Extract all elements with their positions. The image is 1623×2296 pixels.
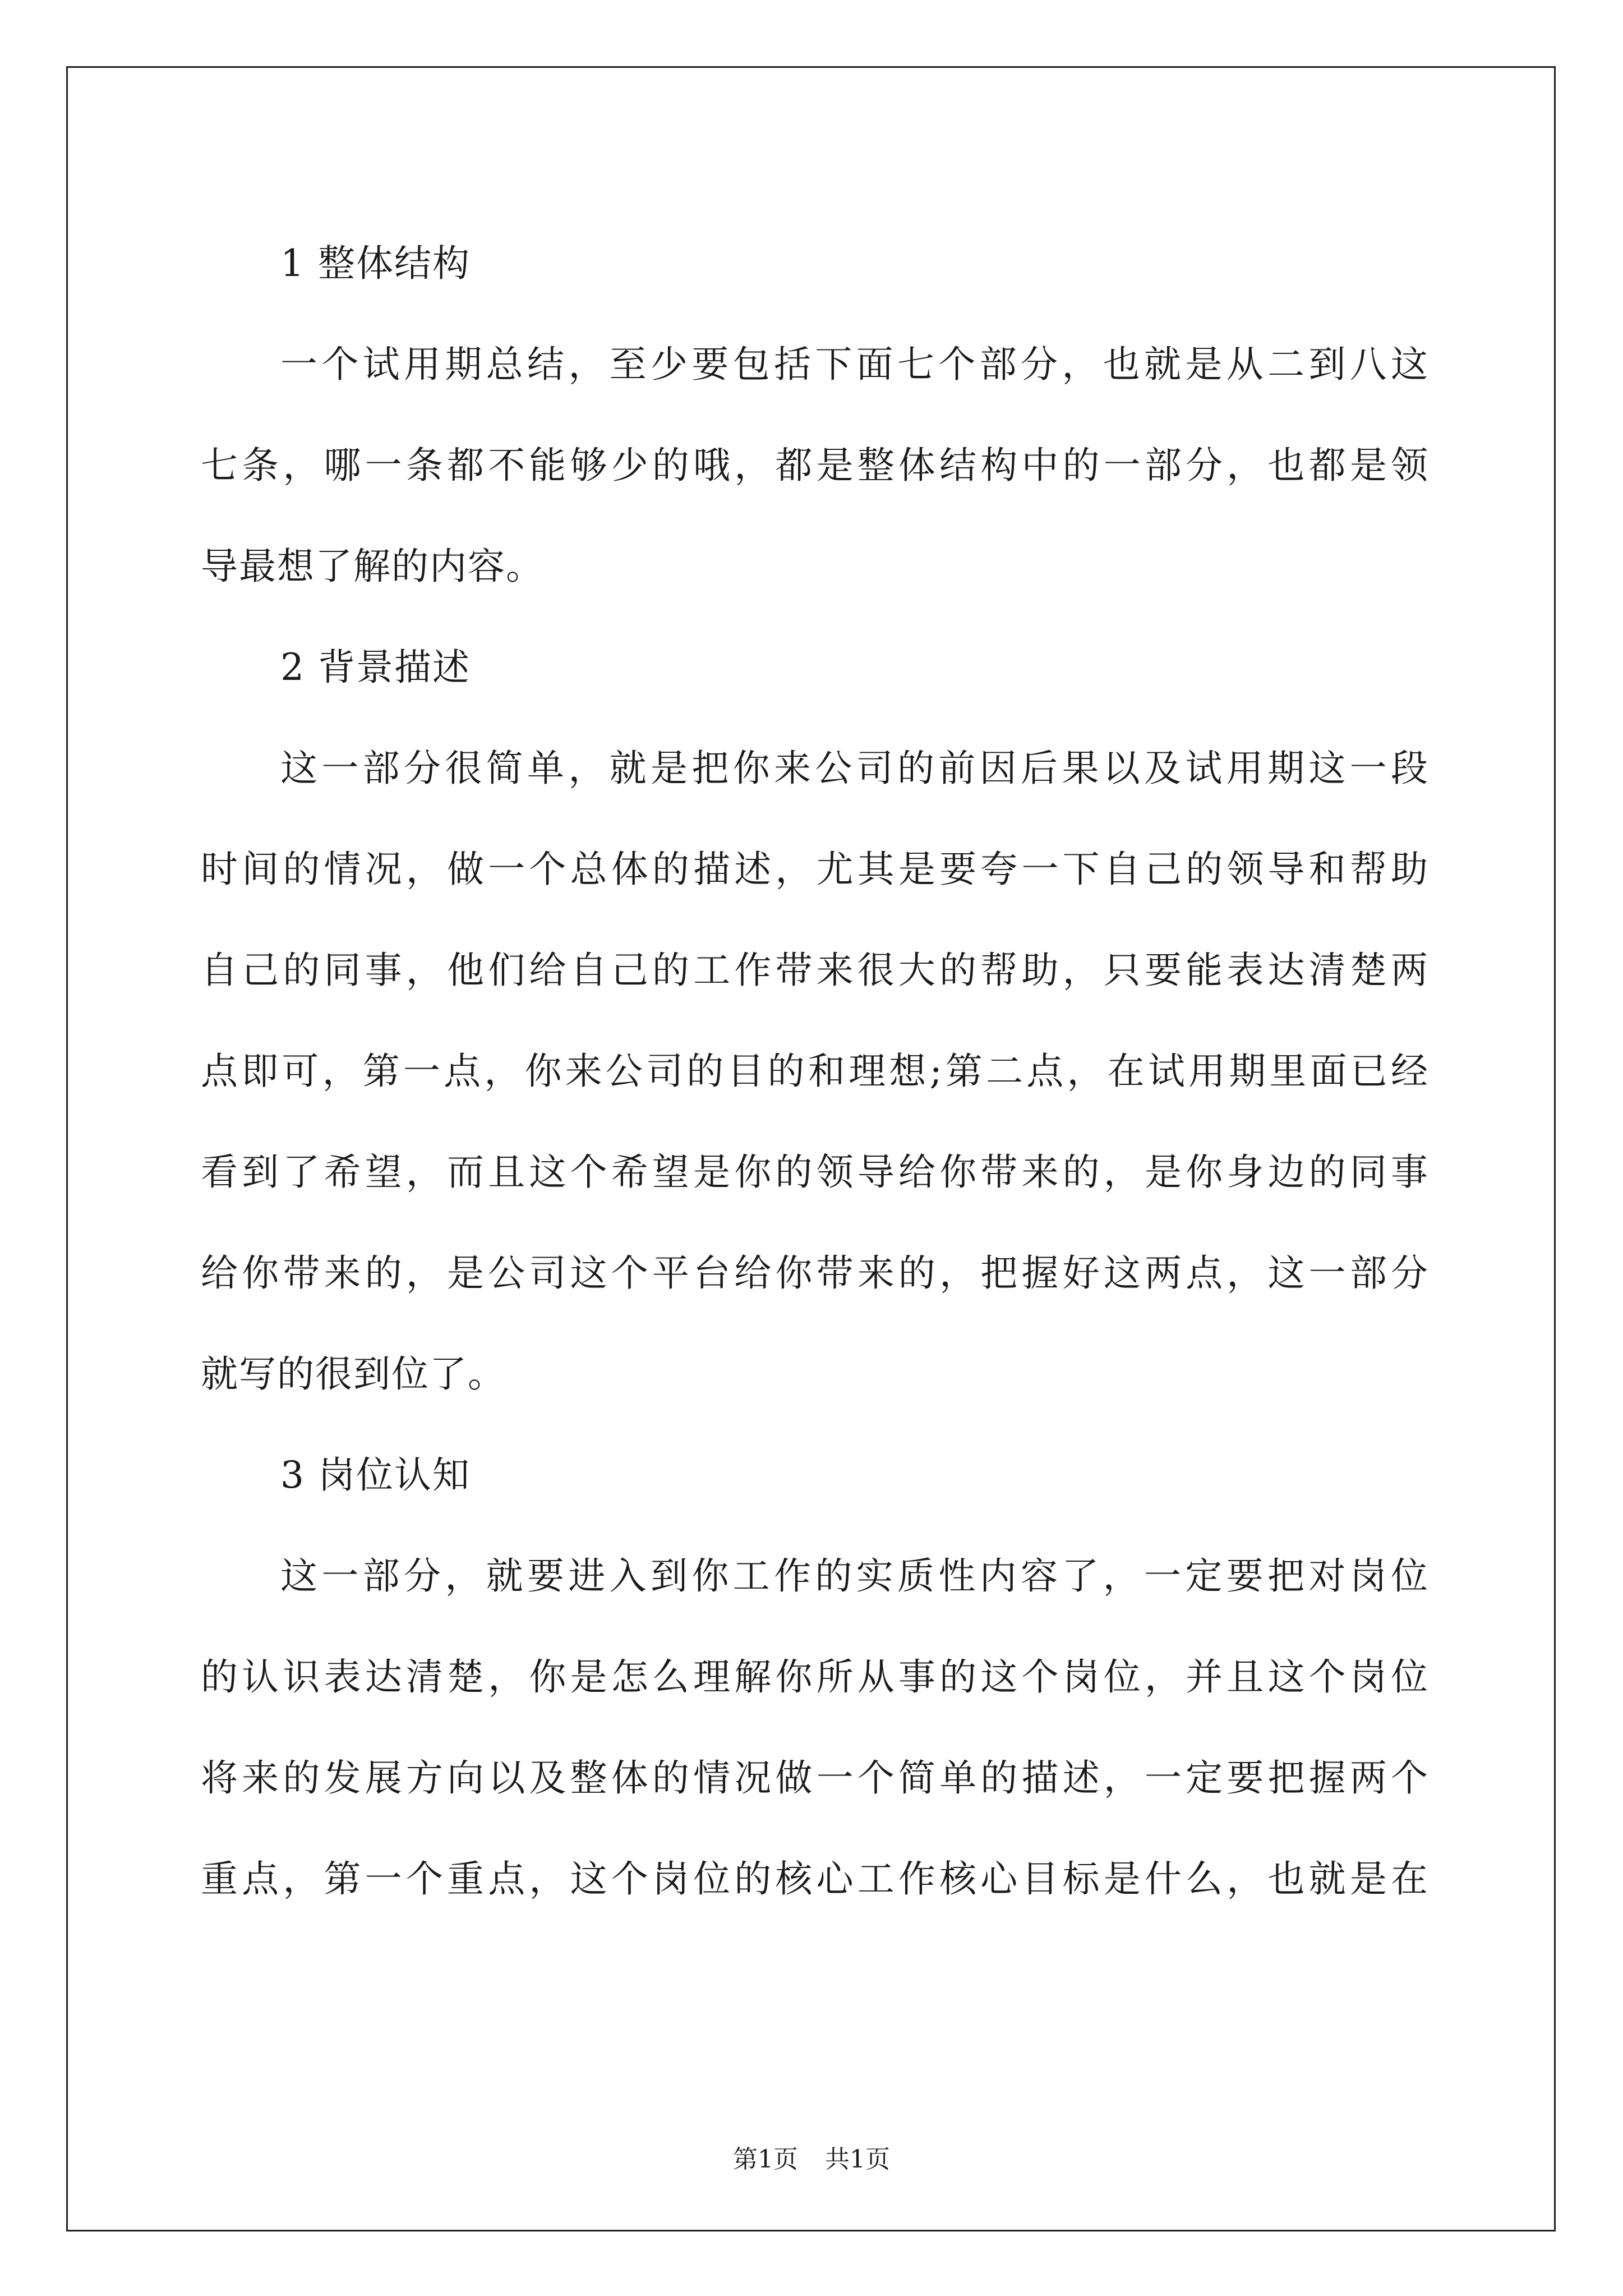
paragraph-line: 将来的发展方向以及整体的情况做一个简单的描述，一定要把握两个 — [201, 1756, 1429, 1800]
paragraph-line: 一个试用期总结，至少要包括下面七个部分，也就是从二到八这 — [280, 343, 1429, 386]
section-heading: 3 岗位认知 — [280, 1453, 471, 1497]
document-body — [201, 213, 1429, 1930]
section-heading: 1 整体结构 — [280, 242, 471, 285]
paragraph-line: 给你带来的，是公司这个平台给你带来的，把握好这两点，这一部分 — [201, 1251, 1429, 1295]
section-heading: 2 背景描述 — [280, 646, 471, 689]
paragraph-line: 就写的很到位了。 — [201, 1352, 506, 1396]
paragraph-line: 重点，第一个重点，这个岗位的核心工作核心目标是什么，也就是在 — [201, 1857, 1429, 1901]
page-footer — [0, 2143, 1623, 2177]
paragraph-line: 时间的情况，做一个总体的描述，尤其是要夸一下自己的领导和帮助 — [201, 848, 1429, 891]
page-total: 共1页 — [825, 2145, 890, 2174]
paragraph-line: 这一部分，就要进入到你工作的实质性内容了，一定要把对岗位 — [280, 1554, 1429, 1598]
paragraph-line: 七条，哪一条都不能够少的哦，都是整体结构中的一部分，也都是领 — [201, 444, 1429, 487]
page-number: 第1页 — [733, 2145, 798, 2174]
paragraph-line: 这一部分很简单，就是把你来公司的前因后果以及试用期这一段 — [280, 747, 1429, 790]
section-2 — [201, 617, 1429, 1425]
section-1 — [201, 213, 1429, 617]
paragraph-line: 导最想了解的内容。 — [201, 545, 544, 588]
paragraph-line: 看到了希望，而且这个希望是你的领导给你带来的，是你身边的同事 — [201, 1151, 1429, 1194]
section-3 — [201, 1425, 1429, 1930]
paragraph-line: 自己的同事，他们给自己的工作带来很大的帮助，只要能表达清楚两 — [201, 949, 1429, 992]
paragraph-line: 的认识表达清楚，你是怎么理解你所从事的这个岗位，并且这个岗位 — [201, 1655, 1429, 1699]
paragraph-line: 点即可，第一点，你来公司的目的和理想;第二点，在试用期里面已经 — [201, 1050, 1429, 1093]
